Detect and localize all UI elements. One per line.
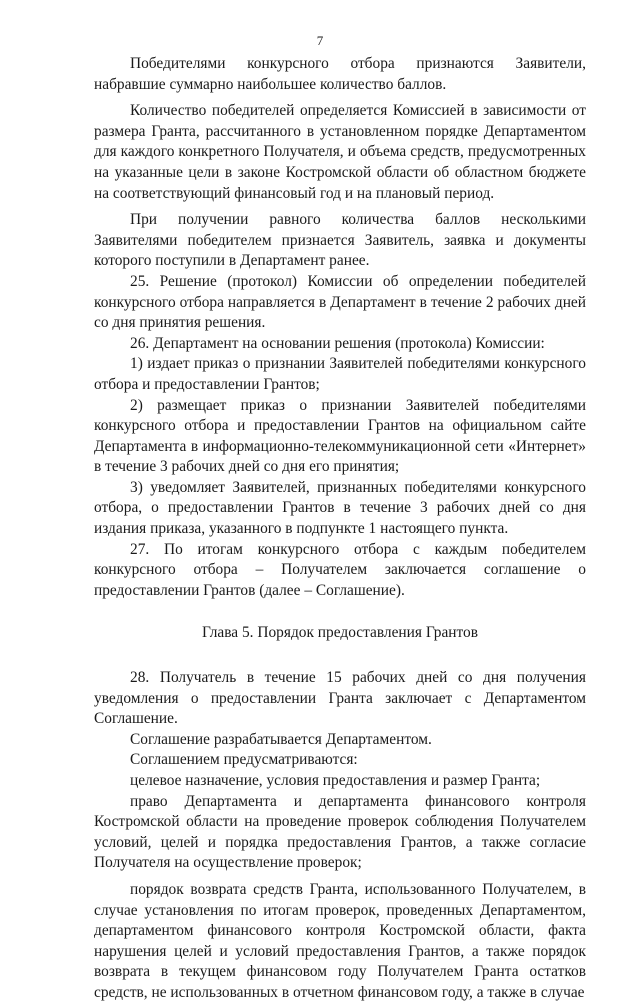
paragraph-subitem-2: 2) размещает приказ о признании Заявителей победителями конкурсного отбора и предоставлении Грантов на официальном сайте Департамента в информационно-телекоммуникационной сети «Интернет» в течение 3 рабочих дней со дня его принятия; — [94, 396, 586, 476]
paragraph-subitem-3: 3) уведомляет Заявителей, признанных победителями конкурсного отбора, о предоставлении Грантов в течение 3 рабочих дней со дня издания приказа, указанного в подпункте 1 настоящего пункта. — [94, 478, 586, 538]
paragraph-item-25: 25. Решение (протокол) Комиссии об определении победителей конкурсного отбора направляется в Департамент в течение 2 рабочих дней со дня принятия решения. — [94, 272, 586, 332]
paragraph-item-26: 26. Департамент на основании решения (протокола) Комиссии: — [130, 334, 545, 352]
paragraph-purpose: целевое назначение, условия предоставления и размер Гранта; — [130, 772, 541, 789]
paragraph-subitem-1: 1) издает приказ о признании Заявителей победителями конкурсного отбора и предоставлении Грантов; — [94, 355, 586, 393]
paragraph-item-28: 28. Получатель в течение 15 рабочих дней со дня получения уведомления о предоставлении Гранта заключает с Департаментом Соглашение. — [94, 669, 586, 728]
paragraph-winners-criteria: Победителями конкурсного отбора признаются Заявители, набравшие суммарно наибольшее количество баллов. — [94, 55, 586, 93]
paragraph-winners-count: Количество победителей определяется Комиссией в зависимости от размера Гранта, рассчитанного в установленном порядке Департаментом для каждого конкретного Получателя, и объема средств, предусмотренных на указанные цели в законе Костромской области об областном бюджете на соответствующий финансовый год и на плановый период. — [94, 102, 586, 202]
document-body — [94, 54, 586, 1004]
paragraph-item-27: 27. По итогам конкурсного отбора с каждым победителем конкурсного отбора – Получателем заключается соглашение о предоставлении Грантов (далее – Соглашение). — [94, 540, 586, 599]
paragraph-agreement-provides: Соглашением предусматриваются: — [130, 751, 358, 769]
paragraph-equal-score: При получении равного количества баллов несколькими Заявителями победителем признается Заявитель, заявка и документы которого поступили в Департамент ранее. — [94, 211, 586, 270]
paragraph-agreement-developed: Соглашение разрабатывается Департаментом. — [130, 730, 432, 748]
chapter-title: Глава 5. Порядок предоставления Грантов — [201, 624, 478, 642]
paragraph-refund-procedure: порядок возврата средств Гранта, использованного Получателем, в случае установления по итогам проверок, проведенных Департаментом, департаментом финансового контроля Костромской области, факта нарушения целей и условий предоставления Грантов, а также порядок возврата в текущем финансовом году Получателем Гранта остатков средств, не использованных в отчетном финансовом году, а также в случае — [94, 880, 586, 1001]
paragraph-inspection-rights: право Департамента и департамента финансового контроля Костромской области на проведение проверок соблюдения Получателем условий, целей и порядка предоставления Грантов, а также согласие Получателя на осуществление проверок; — [94, 792, 586, 872]
page-number: 7 — [316, 33, 324, 48]
